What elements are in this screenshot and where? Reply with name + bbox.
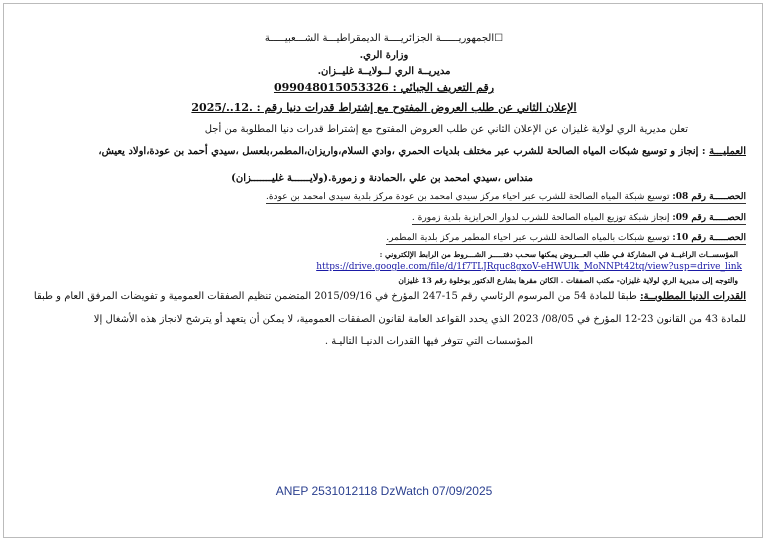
capacities-text: طبقا للمادة 54 من المرسوم الرئاسي رقم 15-247 المؤرخ في 2015/09/16 المتضمن تنظيم الصفقات العمومية و تفويضات المرفق العام و طبقا: [33, 291, 640, 302]
capacities-line-1: [34, 291, 746, 302]
lot-08: [266, 192, 746, 204]
intro-text: تعلن مديرية الري لولاية غليزان عن الإعلان الثاني عن طلب العروض المفتوح مع إشتراط قدرات دنيا المطلوبة من أجل: [204, 124, 688, 135]
download-link-wrap: [316, 262, 742, 272]
download-link[interactable]: https://drive.google.com/file/d/1f7TLJRquc8gxoV-eHWUlk_MoNNPt42tq/view?usp=drive_link: [316, 262, 742, 272]
lot-text: توسيع شبكة المياه الصالحة للشرب عبر احياء مركز سيدي امحمد بن عودة مركز بلدية سيدي امحمد بن عودة.: [265, 192, 673, 202]
anep-footer: ANEP 2531012118 DzWatch 07/09/2025: [275, 484, 493, 498]
capacities-line-2: للمادة 43 من القانون 23-12 المؤرخ في 08/05/ 2023 الذي يحدد القواعد العامة لقانون الصفقات العمومية، لا يمكن أن يتعهد أو يترشح لانجاز هذه الأشغال إلا: [93, 314, 746, 325]
lot-label: الحصـــــة رقم 10:: [672, 233, 746, 243]
participation-text: المؤسســات الراغبــة في المشاركة فـي طلب العـــروض يمكنها سحـب دفتـــــر الشـــروط من الرابط الإلكتروني :: [379, 250, 738, 259]
directorate: مديريــة الري لــولايــة غليــزان.: [317, 66, 451, 77]
operation-line: [98, 146, 746, 157]
operation-continuation: منداس ،سيدي امحمد بن علي ،الحمادنة و زمورة.(ولايــــــة غليـــــــزان): [231, 173, 533, 184]
tax-id: رقم التعريف الجبائي : 099048015053326: [273, 81, 495, 94]
lot-10: [386, 233, 746, 245]
operation-text: : إنجاز و توسيع شبكات المياه الصالحة للشرب عبر مختلف بلديات الحمري ،وادي السلام،واريزان،المطمر،بلعسل ،سيدي أحمد بن عودة،اولاد يعيش،: [98, 146, 710, 157]
ministry: وزارة الري.: [359, 50, 409, 61]
announcement-title: الإعلان الثاني عن طلب العروض المفتوح مع إشتراط قدرات دنيا رقم : .12../2025: [191, 101, 577, 114]
capacities-label: القدرات الدنيا المطلوبــة:: [639, 291, 746, 302]
lot-text: توسيع شبكات بالمياه الصالحة للشرب عبر احياء المطمر مركز بلدية المطمر.: [386, 233, 673, 243]
lot-label: الحصـــــة رقم 09:: [672, 213, 746, 223]
lot-09: [412, 213, 746, 225]
republic-header: ☐الجمهوريــــــة الجزائريــــة الديمقراطيـــة الشـــعبيـــــة: [264, 33, 504, 44]
lot-text: إنجاز شبكة توزيع المياه الصالحة للشرب لدوار الحرايزية بلدية زمورة .: [411, 213, 673, 223]
address-text: والتوجه إلى مديرية الري لولاية غليزان- مكتب الصفقات . الكائن مقرها بشارع الدكتور بوخلوة رقم 13 غليزان: [398, 276, 738, 285]
lot-label: الحصـــــة رقم 08:: [672, 192, 746, 202]
capacities-line-3: المؤسسات التي تتوفر فيها القدرات الدنيـا التاليـة .: [324, 336, 533, 347]
operation-label: العمليـــة: [709, 146, 746, 157]
